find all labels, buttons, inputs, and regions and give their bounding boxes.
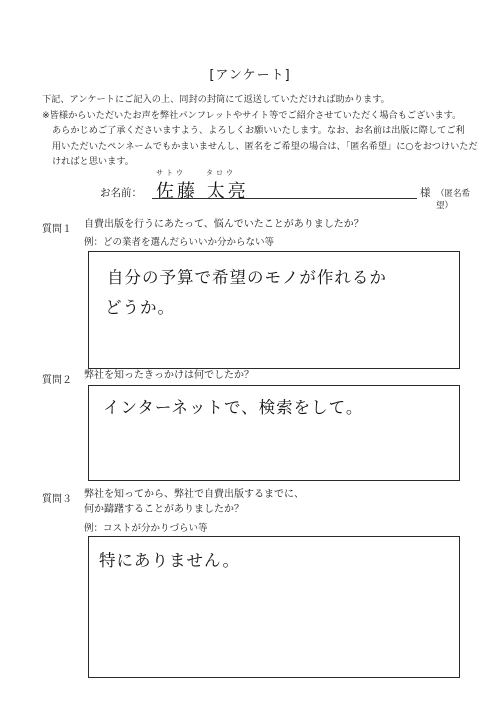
handwritten-name: 佐藤 太亮 — [156, 181, 249, 202]
question-3-label: 質問３ — [42, 494, 72, 505]
answer-3-line-1: 特にありません。 — [99, 551, 240, 570]
answer-1-line-1: 自分の予算で希望のモノが作れるか — [107, 268, 387, 287]
question-2-text: 弊社を知ったきっかけは何でしたか？ — [84, 370, 254, 381]
intro-line: 下記、アンケートにご記入の上、同封の封筒にて返送していただければ助かります。 — [42, 94, 390, 105]
intro-line: 用いただいたペンネームでもかまいませんし、匿名をご希望の場合は、「匿名希望」に○をおつけいただ — [52, 140, 478, 152]
name-label: お名前： — [100, 187, 142, 199]
name-field-row — [100, 169, 480, 211]
answer-2-line-1: インターネットで、検索をして。 — [103, 398, 364, 417]
intro-line: あらかじめご了承くださいますよう、よろしくお願いいたします。なお、お名前は出版に際してご利 — [52, 125, 465, 136]
intro-line: ければと思います。 — [52, 156, 134, 167]
question-1-label: 質問１ — [42, 224, 72, 235]
anonymous-option: （匿名希望） — [436, 189, 471, 211]
survey-title: [アンケート] — [209, 68, 291, 83]
furigana-surname: サトウ — [156, 169, 186, 177]
name-underline — [152, 198, 417, 199]
furigana-given: タロウ — [206, 169, 236, 177]
answer-box-2 — [88, 385, 460, 481]
question-3-example: 例：コストが分かりづらい等 — [84, 523, 208, 534]
question-1-example: 例：どの業者を選んだらいいか分からない等 — [84, 237, 275, 248]
intro-text — [42, 92, 478, 170]
question-3-text-line-1: 弊社を知ってから、弊社で自費出版するまでに、 — [84, 489, 304, 500]
answer-box-1 — [88, 251, 460, 369]
intro-line: ※皆様からいただいたお声を弊社パンフレットやサイト等でご紹介させていただく場合もございます。 — [42, 109, 462, 121]
answer-box-3 — [88, 536, 460, 678]
question-2-label: 質問２ — [42, 375, 72, 386]
question-3-text-line-2: 何か躊躇することがありましたか？ — [84, 504, 244, 515]
name-suffix: 様 — [420, 187, 431, 199]
answer-1-line-2: どうか。 — [105, 298, 175, 317]
question-1-text: 自費出版を行うにあたって、悩んでいたことがありましたか？ — [84, 219, 364, 230]
